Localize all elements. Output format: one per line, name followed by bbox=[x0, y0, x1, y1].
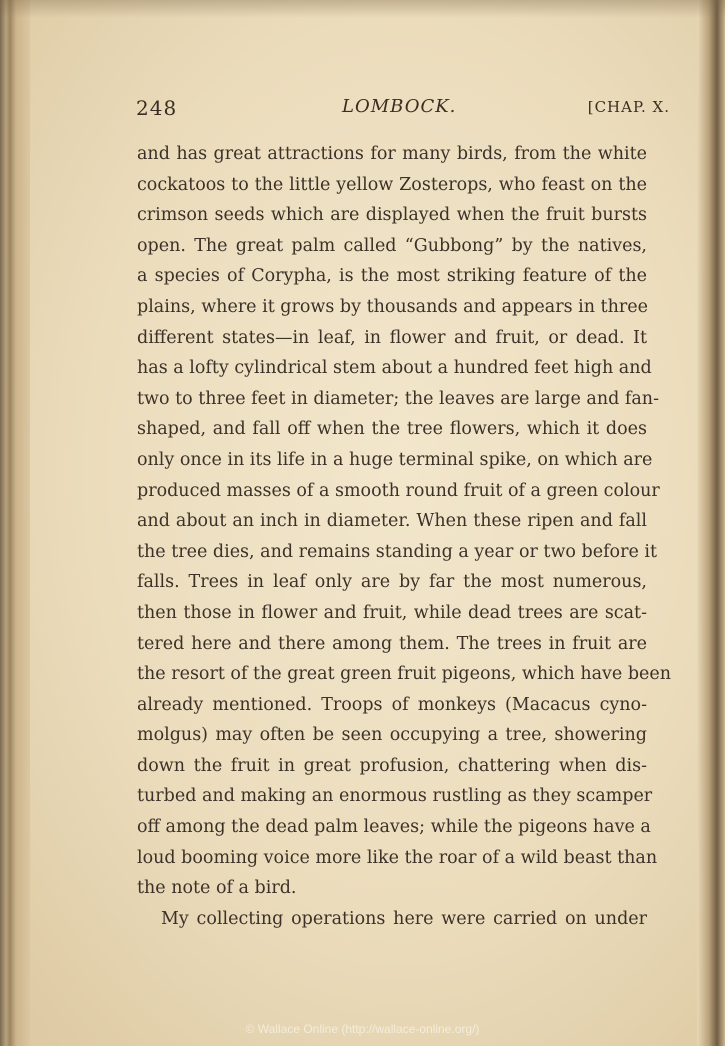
paragraph-end-line: the note of a bird. bbox=[137, 878, 297, 899]
text-line: then those in flower and fruit, while dead trees are scat- bbox=[137, 602, 647, 623]
text-line: different states—in leaf, in flower and fruit, or dead. It bbox=[137, 327, 647, 348]
body-text bbox=[137, 139, 672, 934]
watermark: © Wallace Online (http://wallace-online.org/) bbox=[245, 1022, 480, 1036]
text-line: plains, where it grows by thousands and appears in three bbox=[137, 296, 648, 317]
text-line: crimson seeds which are displayed when the fruit bursts bbox=[137, 205, 647, 226]
chapter-reference: [CHAP. X. bbox=[587, 98, 670, 116]
text-line: already mentioned. Troops of monkeys (Macacus cyno- bbox=[137, 694, 647, 715]
text-line: and about an inch in diameter. When these ripen and fall bbox=[137, 511, 647, 532]
text-line: falls. Trees in leaf only are by far the most numerous, bbox=[137, 572, 647, 593]
text-line: only once in its life in a huge terminal spike, on which are bbox=[137, 449, 653, 470]
text-line: has a lofty cylindrical stem about a hundred feet high and bbox=[137, 358, 652, 379]
text-line: a species of Corypha, is the most striking feature of the bbox=[137, 266, 647, 287]
text-line: the tree dies, and remains standing a year or two before it bbox=[137, 541, 658, 562]
text-line: down the fruit in great profusion, chattering when dis- bbox=[137, 755, 647, 776]
text-line: produced masses of a smooth round fruit of a green colour bbox=[137, 480, 660, 501]
text-line: tered here and there among them. The trees in fruit are bbox=[137, 633, 647, 654]
text-line: two to three feet in diameter; the leaves are large and fan- bbox=[137, 388, 659, 409]
paragraph-start-line: My collecting operations here were carried on under bbox=[161, 908, 647, 929]
text-line: the resort of the great green fruit pigeons, which have been bbox=[137, 664, 672, 685]
top-shadow bbox=[0, 0, 725, 18]
text-line: cockatoos to the little yellow Zosterops, who feast on the bbox=[137, 174, 647, 195]
text-line: and has great attractions for many birds, from the white bbox=[137, 144, 647, 164]
text-line: loud booming voice more like the roar of a wild beast than bbox=[137, 847, 658, 868]
text-line: turbed and making an enormous rustling as they scamper bbox=[137, 786, 653, 807]
page-binding-edge bbox=[0, 0, 30, 1046]
page-number: 248 bbox=[136, 96, 178, 120]
text-line: molgus) may often be seen occupying a tree, showering bbox=[137, 725, 647, 746]
text-line: open. The great palm called “Gubbong” by the natives, bbox=[137, 235, 647, 256]
text-line: shaped, and fall off when the tree flowers, which it does bbox=[137, 419, 647, 440]
page-header bbox=[136, 96, 670, 126]
page-right-edge bbox=[697, 0, 725, 1046]
running-head: LOMBOCK. bbox=[342, 96, 457, 117]
text-line: off among the dead palm leaves; while the pigeons have a bbox=[137, 817, 651, 838]
